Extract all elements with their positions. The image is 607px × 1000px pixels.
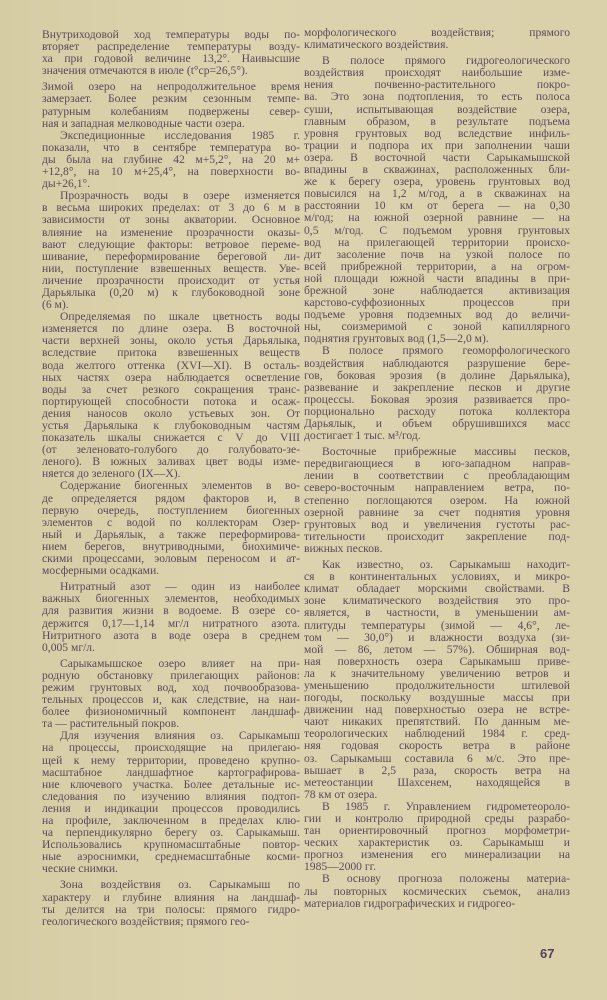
text-line: изменяется по длине озера. В восточной [42,323,300,336]
text-line: ха при годовой величине 13,2°. Наивысшие [42,53,300,66]
text-line: ческих характеристик оз. Сарыкамыш и [304,837,570,850]
text-line: Дарьялык, и объем обрушившихся масс [304,418,570,430]
text-line: достигает 1 тыс. м³/год. [304,430,421,443]
text-line: северо-восточным направлением ветра, по- [304,482,570,495]
text-line: Внутриходовой ход температуры воды по- [42,29,300,41]
text-line: дит засоление почв на узкой полосе по [304,248,570,261]
text-line: Использовались крупномасштабные повтор- [42,839,300,852]
text-line: метеостанции Шахсенем, находящейся в [304,776,570,789]
text-line: повысился на 1,2 м/год, а в скважинах на [304,188,570,201]
text-line: ние ключевого участка. Более детальные ис- [42,778,300,791]
paragraph [304,873,570,909]
text-line: Дарьялыка (0,20 м) к глубоководной зоне [42,286,300,299]
text-line: ды была на глубине 42 м+5,2°, на 20 м+ [42,153,300,166]
text-line: тельных процессов и, как следствие, на наи- [42,694,300,707]
text-line: В основу прогноза положены материа- [322,873,570,886]
text-line: мой — 86, летом — 57%). Обширная вод- [304,643,570,656]
text-line: на профиле, заключенном в пределах клю- [42,815,300,827]
text-line: трации и подпора их при заполнении чаши [304,139,570,152]
paragraph [304,345,570,442]
text-line: в весьма широких пределах: от 3 до 6 м в [42,202,300,215]
text-line: вышает в 2,5 раза, скорость ветра на [304,764,570,777]
text-line: Нитритного азота в воде озера в среднем [42,629,300,642]
text-line: ся в континентальных условиях, и микро- [304,571,570,584]
text-line: всей прибрежной территории, а на огром- [304,260,570,273]
paragraph [42,311,300,480]
text-line: вают следующие факторы: ветровое переме- [42,238,300,251]
text-line: характеру и глубине влияния на ландшаф- [42,891,300,904]
text-line: скими процессами, эоловым переносом и ат- [42,553,300,566]
text-line: на процессы, происходящие на прилегаю- [42,742,300,755]
text-line: подъеме уровня подземных вод до величи- [304,309,570,322]
text-line: климат обладает морскими свойствами. В [304,583,570,596]
paragraph [304,27,570,51]
text-line: климатического воздействия. [304,39,449,52]
text-line: влияние на изменение прозрачности оказы- [42,226,300,239]
text-line: В 1985 г. Управлением гидрометеороло- [322,800,570,813]
text-line: значения отмечаются в июле (t°ср=26,5°). [42,65,248,78]
text-line: процессы. Боковая эрозия развивается про- [304,393,570,406]
text-line: вод на прилегающей территории происхо- [304,236,570,249]
text-line: В полосе прямого геоморфологического [322,345,570,358]
paragraph [42,29,300,77]
text-line: воздействия наблюдаются разрушение бере- [304,357,570,370]
text-line: зоне климатического воздействия это про- [304,595,570,608]
text-line: воздействия происходят наибольшие изме- [304,67,570,80]
text-line: няется до зеленого (IX—X). [42,468,181,481]
text-line: следования по изучению влияния подтоп- [42,790,300,803]
text-line: для развития жизни в водоеме. В озере со- [42,605,300,618]
text-line: вижных песков. [304,542,383,555]
text-line: дения наносов около устьевых зон. От [42,407,300,420]
text-line: поднятия грунтовых вод (1,5—2,0 м). [304,333,489,346]
text-line: воды за счет резкого сокращения транс- [42,383,300,396]
paragraph [42,81,300,129]
text-line: прогноз изменения его минерализации на [304,849,570,862]
text-line: брежной зоне наблюдается активизация [304,284,570,297]
text-line: тительности происходит закрепление под- [304,530,570,543]
text-line: важных биогенных элементов, необходимых [42,593,300,606]
text-line: ных частях озера наблюдается осветление [42,371,300,384]
text-line: том — 30,0°) и влажности воздуха (зи- [304,631,570,644]
text-line: тан ориентировочный прогноз морфометри- [304,825,570,838]
text-line: Зимой озеро на непродолжительное время [42,81,300,94]
text-line: морфологического воздействия; прямого [304,27,570,39]
text-line: та — растительный покров. [42,718,180,731]
text-line: части верхней зоны, около устья Дарьялыка, [42,335,300,348]
text-line: замерзает. Более резким сезонным темпе- [42,93,300,106]
text-line: впадины в скважинах, расположенных бли- [304,164,570,177]
text-line: щей к нему территории, проведено крупно- [42,754,300,767]
paragraph [304,55,570,345]
text-line: 78 км от озера. [304,788,378,801]
text-line: зависимости от зоны акватории. Основное [42,214,300,227]
text-line: Прозрачность воды в озере изменяется [60,190,300,203]
text-line: более физиономичный компонент ландшаф- [42,706,300,719]
text-line: материалов гидрографических и гидрогео- [304,897,516,910]
left-column [42,29,300,928]
text-line: (6 м). [42,299,69,312]
text-line: Для изучения влияния оз. Сарыкамыш [60,730,300,743]
text-line: ная поверхность озера Сарыкамыш приве- [304,655,570,668]
text-line: погоды, поскольку воздушные массы при [304,692,570,705]
page-number: 67 [540,946,555,961]
text-line: гов, боковая эрозия (в долине Дарьялыка), [304,369,570,382]
text-line: расстоянии 10 км от берега — на 0,30 [304,200,570,213]
text-line: элементов с водой по коллекторам Озер- [42,516,300,529]
text-line: Экспедиционные исследования 1985 г. [60,129,300,142]
text-line: мосферными осадками. [42,565,160,578]
text-line: плитуды температуры (зимой — 4,6°, ле- [304,619,570,632]
text-line: устья Дарьялыка к глубоководным частям [42,420,300,432]
text-line: ды+26,1°. [42,178,91,191]
paragraph [304,801,570,874]
text-line: Определяемая по шкале цветность воды [60,311,300,324]
text-line: вторяет распределение температуры возду- [42,41,300,54]
text-line: нения почвенно-растительного покро- [304,79,570,92]
text-line: личение прозрачности происходит от устья [42,274,300,287]
paragraph [304,559,570,801]
paragraph [304,446,570,555]
text-line: чают никаких препятствий. По данным ме- [304,716,570,729]
text-line: 0,005 мг/л. [42,641,95,654]
text-line: родную обстановку прилегающих районов: [42,669,300,682]
text-line: Восточные прибрежные массивы песков, [322,446,570,459]
paragraph [42,879,300,927]
text-line: +12,8°, на 10 м+25,4°, на поверхности во- [42,166,300,179]
text-line: леного). В южных заливах цвет воды изме- [42,456,300,469]
text-line: уровня грунтовых вод вследствие инфиль- [304,127,570,140]
text-line: 0,5 м/год. С подъемом уровня грунтовых [304,224,570,237]
text-line: порционально расходу потока коллектора [304,405,570,418]
text-line: нии, поступление взвешенных веществ. Уве- [42,262,300,275]
text-line: 1985—2000 гг. [304,861,376,874]
text-line: ты делится на три полосы: прямого гидро- [42,903,300,916]
paragraph [42,190,300,311]
paragraph [42,480,300,577]
text-line: ны, соизмеримой с зоной капиллярного [304,321,570,334]
text-line: показали, что в сентябре температура во- [42,141,300,154]
text-line: Сарыкамышское озеро влияет на при- [60,657,300,670]
paragraph [42,581,300,654]
paragraph [42,658,300,731]
text-line: шивание, переформирование береговой ли- [42,250,300,263]
text-line: де определяется рядом факторов и, в [42,492,300,505]
text-line: ва. Это зона подтопления, то есть полоса [304,91,570,104]
text-line: портирующей способности потока и осаж- [42,395,300,408]
text-line: (от зеленовато-голубого до голубовато-зе- [42,444,300,457]
text-line: ческие снимки. [42,863,118,876]
text-line: степенно поглощаются озером. На южной [304,494,570,507]
paragraph [42,130,300,190]
text-line: режим грунтовых вод, ход почвообразова- [42,681,300,694]
text-line: ления и индикации процессов проводились [42,802,300,815]
text-line: лении в соответствии с преобладающим [304,470,570,483]
text-line: Содержание биогенных элементов в во- [60,480,300,493]
text-line: показатель шкалы снижается с V до VIII [42,432,300,445]
text-line: ной площади южной части впадины в при- [304,272,570,285]
text-line: нием берегов, внутриводными, биохимиче- [42,540,300,553]
text-line: масштабное ландшафтное картографирова- [42,766,300,779]
text-line: развевание и закрепление песков и другие [304,381,570,394]
text-line: первую очередь, поступлением биогенных [42,504,300,517]
text-line: Как известно, оз. Сарыкамыш находит- [322,559,570,572]
text-line: няя годовая скорость ветра в районе [304,740,570,753]
text-line: ный и Дарьялык, а также переформирова- [42,528,300,541]
text-line: же к берегу озера, уровень грунтовых вод [304,176,570,189]
text-line: Зона воздействия оз. Сарыкамыш по [60,879,300,892]
text-line: уменьшению продолжительности штилевой [304,679,570,692]
text-line: Нитратный азот — один из наиболее [60,581,300,594]
text-line: ратурным колебаниям подвержены север- [42,105,300,118]
text-line: ные аэроснимки, среднемасштабные косми- [42,851,300,864]
text-line: суши, испытывающая воздействие озера, [304,103,570,116]
text-line: озерной равнине за счет поднятия уровня [304,506,570,519]
text-line: грунтовых вод и увеличения густоты рас- [304,518,570,531]
text-line: является, в частности, в уменьшении ам- [304,607,570,620]
right-column [304,27,570,910]
text-line: вода желтого оттенка (XVI—XI). В осталь- [42,359,300,372]
text-line: оз. Сарыкамыш составила 6 м/с. Это пре- [304,752,570,765]
text-line: лы повторных космических съемок, анализ [304,885,570,898]
text-line: держится 0,17—1,14 мг/л нитратного азота. [42,617,300,630]
text-line: вследствие притока взвешенных веществ [42,347,300,360]
text-line: ная и западная мелководные части озера. [42,117,245,130]
text-line: теорологических наблюдений 1984 г. сред- [304,728,570,741]
text-line: передвигающиеся в юго-западном направ- [304,458,570,471]
text-line: ла к значительному увеличению ветров и [304,667,570,680]
text-line: В полосе прямого гидрогеологического [322,55,570,68]
text-line: геологического воздействия; прямого гео- [42,915,250,928]
text-line: озера. В восточной части Сарыкамышской [304,151,570,164]
paragraph [42,730,300,875]
text-line: карстово-суффозионных процессов при [304,297,570,310]
text-line: ча перпендикулярно берегу оз. Сарыкамыш. [42,827,300,840]
text-line: гии и контролю природной среды разрабо- [304,813,570,825]
text-line: главным образом, в результате подъема [304,115,570,128]
text-line: движении над поверхностью озера не встре- [304,704,570,717]
text-line: м/год; на южной озерной равнине — на [304,212,570,225]
